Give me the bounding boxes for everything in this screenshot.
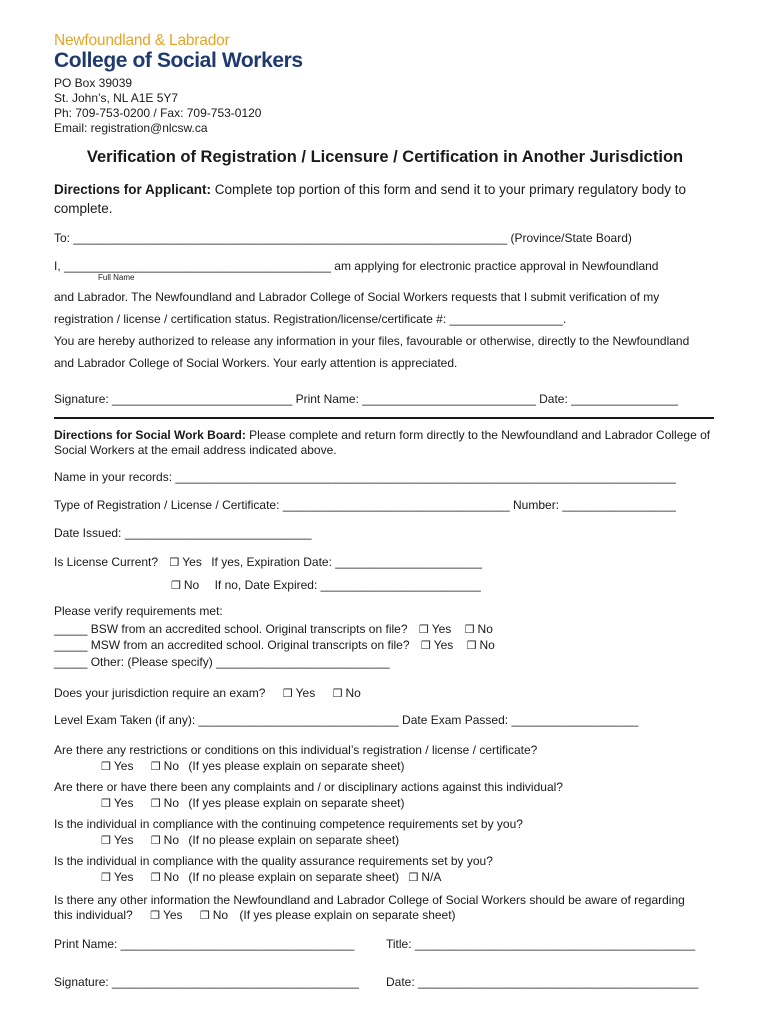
applicant-directions-label: Directions for Applicant: [54,182,212,197]
phone-fax-line: Ph: 709-753-0200 / Fax: 709-753-0120 [54,106,262,120]
checkbox-icon[interactable]: ❒ [101,872,111,884]
board-title-field[interactable]: Title: __________________________________________ [386,937,696,951]
logo-line-2: College of Social Workers [54,49,303,72]
quality-yes[interactable] [101,870,133,884]
other-info-question: Is there any other information the Newfoundland and Labrador College of Social Workers should be aware of regarding [54,893,685,907]
address-line: PO Box 39039 [54,76,133,90]
msw-requirement[interactable]: _____ MSW from an accredited school. Original transcripts on file? [54,638,410,652]
request-paragraph-line: and Labrador. The Newfoundland and Labrador College of Social Workers requests that I submit verification of my [54,290,660,304]
na-label: N/A [421,870,442,884]
other-requirement-field[interactable]: _____ Other: (Please specify) __________________________ [54,655,390,669]
section-divider [54,417,714,419]
restrictions-question: Are there any restrictions or conditions on this individual’s registration / license / certificate? [54,743,538,757]
yes-label: Yes [113,796,134,810]
no-label: No [212,908,229,922]
yes-label: Yes [162,908,183,922]
no-label: No [477,622,493,636]
other-info-note: (If yes please explain on separate sheet) [239,908,456,922]
expiration-date-field[interactable]: If yes, Expiration Date: ______________________ [211,555,483,569]
board-directions-text: Please complete and return form directly to the Newfoundland and Labrador College of Social Workers at the email address indicated above. [54,428,711,457]
checkbox-icon[interactable]: ❒ [101,761,111,773]
quality-assurance-question: Is the individual in compliance with the quality assurance requirements set by you? [54,854,493,868]
board-signature-field[interactable]: Signature: _____________________________________ [54,975,359,989]
logo-line-1: Newfoundland & Labrador [54,32,230,49]
exam-question: Does your jurisdiction require an exam? [54,686,266,700]
authorization-paragraph-line: and Labrador College of Social Workers. Your early attention is appreciated. [54,356,458,370]
other-info-question-cont: this individual? [54,908,133,922]
checkbox-icon[interactable]: ❒ [150,835,161,847]
checkbox-icon[interactable]: ❒ [282,688,293,700]
restrictions-yes[interactable] [101,759,133,773]
checkbox-icon[interactable]: ❒ [150,761,161,773]
checkbox-icon[interactable]: ❒ [101,798,111,810]
full-name-field[interactable]: I, ________________________________________ am applying for electronic practice approval in Newfoundland [54,259,659,273]
verify-heading: Please verify requirements met: [54,604,223,618]
checkbox-icon[interactable]: ❒ [420,640,431,652]
complaints-question: Are there or have there been any complaints and / or disciplinary actions against this individual? [54,780,563,794]
checkbox-icon[interactable]: ❒ [199,910,210,922]
yes-label: Yes [113,870,134,884]
exam-level-and-date-fields[interactable]: Level Exam Taken (if any): ______________________________ Date Exam Passed: ___________________ [54,713,639,727]
checkbox-icon[interactable]: ❒ [466,640,477,652]
license-current-label: Is License Current? [54,555,159,569]
applicant-directions-text: Complete top portion of this form and send it to your primary regulatory body to complete. [54,182,687,216]
address-line: St. John’s, NL A1E 5Y7 [54,91,179,105]
yes-label: Yes [182,555,202,569]
yes-label: Yes [295,686,316,700]
name-in-records-field[interactable]: Name in your records: ___________________________________________________________________________ [54,470,676,484]
board-directions [54,428,724,458]
exam-yes[interactable] [283,686,315,700]
yes-label: Yes [113,833,134,847]
checkbox-icon[interactable]: ❒ [418,624,429,636]
to-field[interactable]: To: _________________________________________________________________ (Province/State Board) [54,231,632,245]
license-current-yes[interactable] [169,555,201,569]
complaints-yes[interactable] [101,796,133,810]
competence-no[interactable] [151,833,179,847]
checkbox-icon[interactable]: ❒ [169,557,180,569]
restrictions-note: (If yes please explain on separate sheet) [188,759,405,773]
checkbox-icon[interactable]: ❒ [150,872,161,884]
no-label: No [163,796,180,810]
competence-yes[interactable] [101,833,133,847]
exam-no[interactable] [333,686,361,700]
complaints-note: (If yes please explain on separate sheet) [188,796,405,810]
yes-label: Yes [433,638,454,652]
bsw-requirement[interactable]: _____ BSW from an accredited school. Original transcripts on file? [54,622,408,636]
no-label: No [163,870,180,884]
checkbox-icon[interactable]: ❒ [171,580,181,592]
checkbox-icon[interactable]: ❒ [332,688,343,700]
board-print-name-field[interactable]: Print Name: ___________________________________ [54,937,355,951]
other-info-yes[interactable] [150,908,182,922]
board-directions-label: Directions for Social Work Board: [54,428,246,442]
date-expired-field[interactable]: If no, Date Expired: ________________________ [214,578,481,592]
yes-label: Yes [431,622,452,636]
no-label: No [163,759,180,773]
bsw-yes[interactable] [419,622,451,636]
no-label: No [479,638,495,652]
checkbox-icon[interactable]: ❒ [150,798,161,810]
full-name-caption: Full Name [98,273,135,282]
restrictions-no[interactable] [151,759,179,773]
yes-label: Yes [113,759,134,773]
email-line: Email: registration@nlcsw.ca [54,121,208,135]
authorization-paragraph-line: You are hereby authorized to release any information in your files, favourable or otherwise, directly to the Newfoundland [54,334,690,348]
no-label: No [163,833,180,847]
other-info-no[interactable] [200,908,228,922]
checkbox-icon[interactable]: ❒ [464,624,475,636]
checkbox-icon[interactable]: ❒ [150,910,160,922]
registration-type-field[interactable]: Type of Registration / License / Certificate: __________________________________ Number: _________________ [54,498,676,512]
quality-na[interactable] [409,870,442,884]
checkbox-icon[interactable]: ❒ [408,872,419,884]
date-issued-field[interactable]: Date Issued: ____________________________ [54,526,312,540]
msw-yes[interactable] [421,638,453,652]
no-label: No [183,578,200,592]
applicant-signature-row[interactable]: Signature: ___________________________ Print Name: __________________________ Date: ________________ [54,392,678,406]
quality-no[interactable] [151,870,179,884]
license-current-no[interactable] [171,578,199,592]
form-title: Verification of Registration / Licensure / Certification in Another Jurisdiction [86,148,684,166]
msw-no[interactable] [467,638,495,652]
no-label: No [345,686,361,700]
board-date-field[interactable]: Date: __________________________________________ [386,975,699,989]
bsw-no[interactable] [465,622,493,636]
registration-number-field[interactable]: registration / license / certification status. Registration/license/certificate #: _________________. [54,312,567,326]
competence-question: Is the individual in compliance with the continuing competence requirements set by you? [54,817,523,831]
competence-note: (If no please explain on separate sheet) [188,833,400,847]
quality-note: (If no please explain on separate sheet) [188,870,400,884]
applicant-directions [54,180,722,218]
complaints-no[interactable] [151,796,179,810]
checkbox-icon[interactable]: ❒ [101,835,111,847]
